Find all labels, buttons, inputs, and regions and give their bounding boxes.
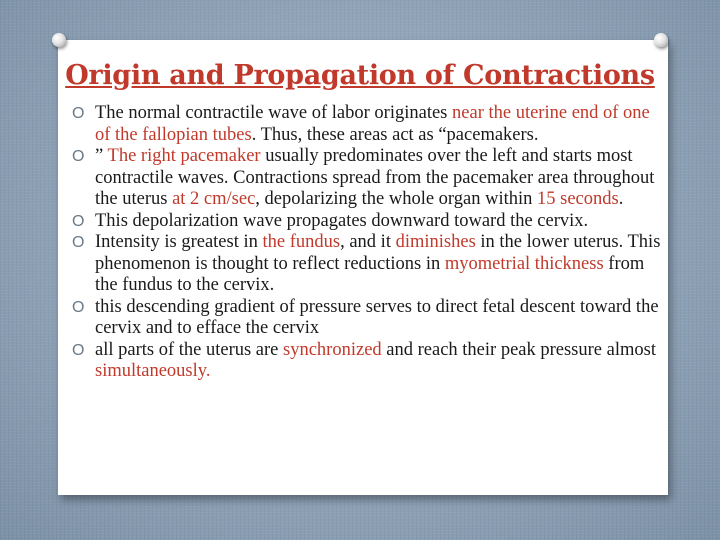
bullet-text: Intensity is greatest in <box>95 232 263 252</box>
bullet-item <box>72 146 662 211</box>
bullet-item <box>72 297 662 340</box>
highlighted-text: synchronized <box>283 339 382 360</box>
bullet-marker-icon: O <box>72 234 85 251</box>
bullet-item <box>72 103 662 146</box>
bullet-marker-icon: O <box>72 148 85 165</box>
highlighted-text: the fundus <box>262 232 341 252</box>
bullet-item <box>72 232 662 297</box>
bullet-text: ” <box>95 146 108 166</box>
highlighted-text: 15 seconds <box>537 189 619 209</box>
bullet-marker-icon: O <box>72 341 85 359</box>
bullet-text: from the fundus to the cervix. <box>95 253 645 295</box>
bullet-text: usually predominates over the left and starts most contractile waves. Contractions spread from the pacemaker area throughout the uterus <box>95 146 655 209</box>
slide-title: Origin and Propagation of Contractions <box>65 60 655 91</box>
highlighted-text: myometrial thickness <box>444 253 604 274</box>
bullet-text: The normal contractile wave of labor originates <box>95 103 453 123</box>
bullet-text: , depolarizing the whole organ within <box>255 189 537 209</box>
bullet-text: in the lower uterus. This phenomenon is thought to reflect reductions in <box>95 232 661 274</box>
bullet-text: . Thus, these areas act as “pacemakers. <box>251 124 539 145</box>
bullet-text: and reach their peak pressure almost <box>381 339 656 360</box>
bullet-text: This depolarization wave propagates downward toward the cervix. <box>95 210 589 231</box>
highlighted-text: The right pacemaker <box>107 146 261 166</box>
bullet-marker-icon: O <box>72 298 85 316</box>
highlighted-text: simultaneously. <box>95 361 211 381</box>
bullet-marker-icon: O <box>72 105 85 122</box>
highlighted-text: diminishes <box>395 232 476 252</box>
bullet-text: . <box>618 189 624 209</box>
bullet-text: , and it <box>340 232 396 252</box>
bullet-text: this descending gradient of pressure serves to direct fetal descent toward the cervix and to efface the cervix <box>95 296 659 338</box>
bullet-marker-icon: O <box>72 212 85 230</box>
pushpin-icon <box>654 33 668 47</box>
bullet-item <box>72 211 662 233</box>
highlighted-text: at 2 cm/sec <box>172 189 256 209</box>
pushpin-icon <box>52 33 66 47</box>
bullet-list <box>72 103 662 383</box>
highlighted-text: near the uterine end of one of the fallopian tubes <box>95 103 650 145</box>
bullet-item <box>72 340 662 383</box>
bullet-text: all parts of the uterus are <box>95 339 284 360</box>
